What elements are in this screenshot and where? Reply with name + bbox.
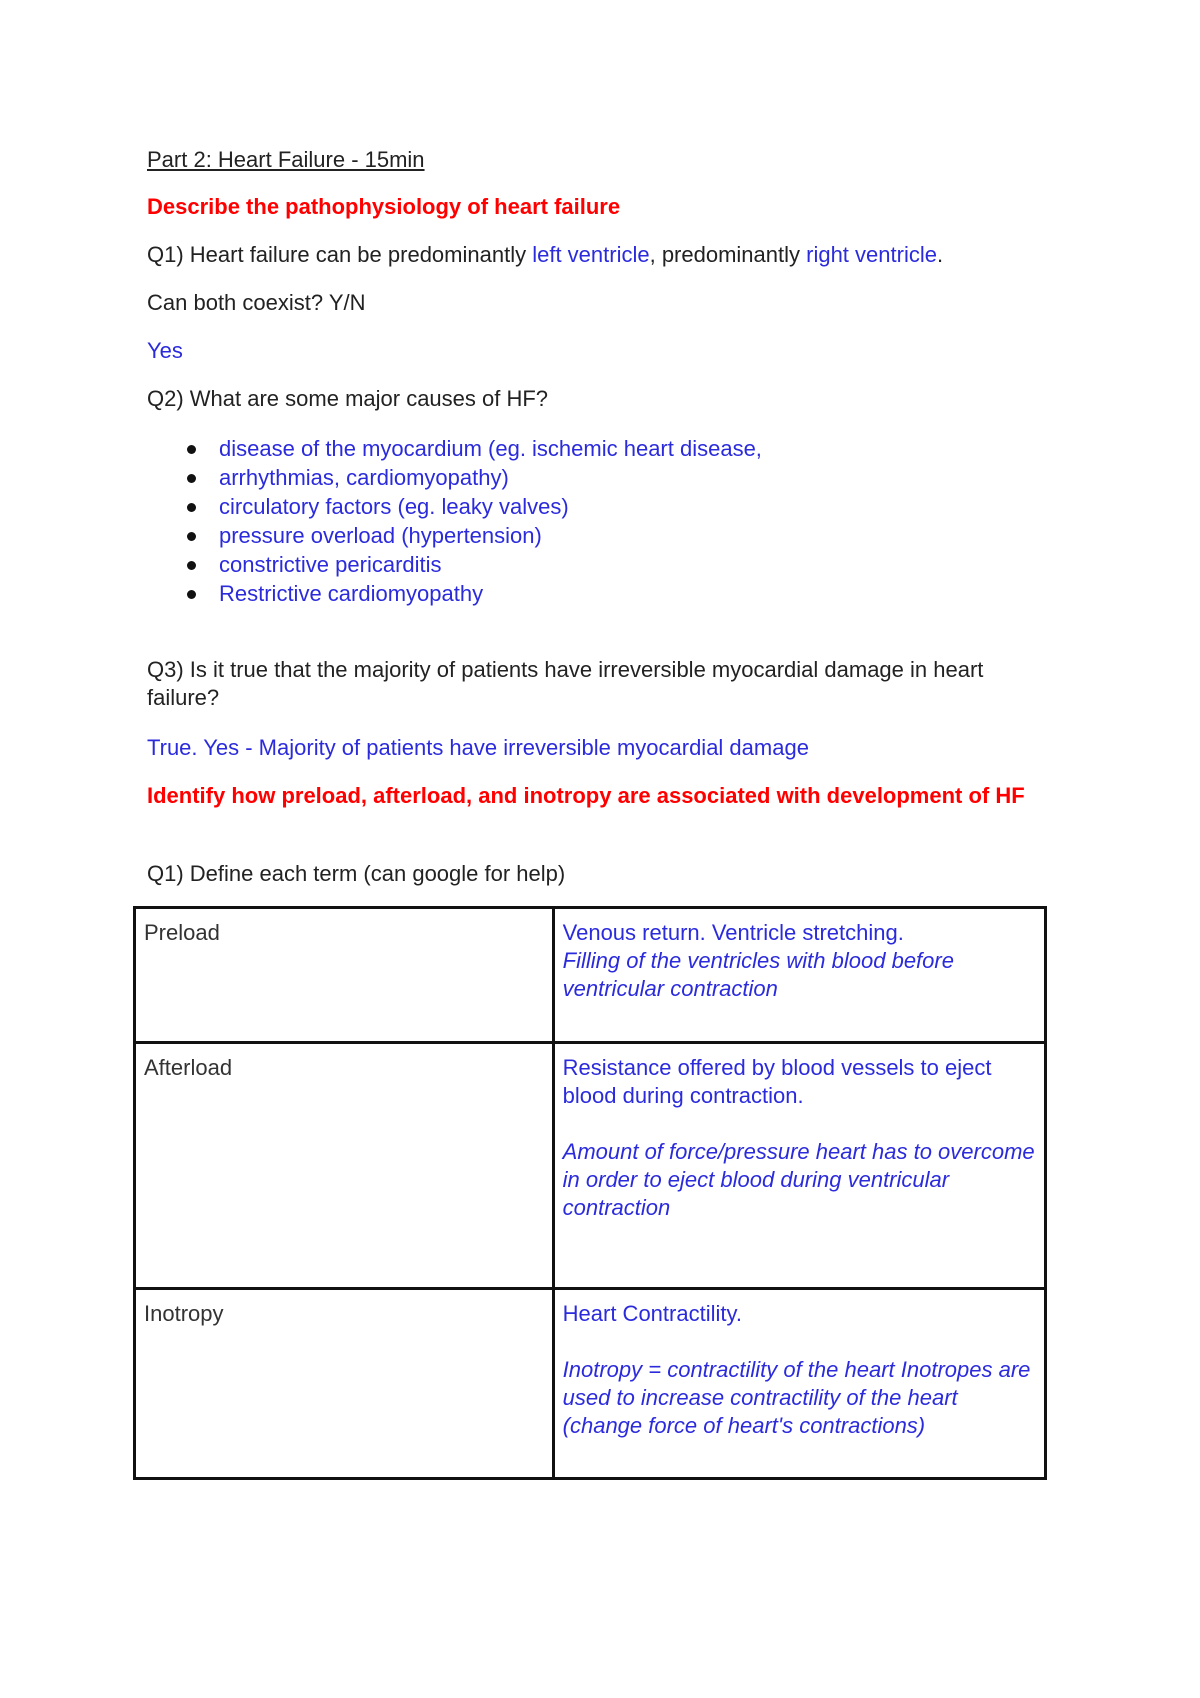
answer-q1: Yes	[147, 338, 183, 363]
bullet-icon	[187, 590, 196, 599]
question-define-terms: Q1) Define each term (can google for help)	[147, 861, 566, 886]
term-cell: Inotropy	[135, 1289, 554, 1479]
list-item: constrictive pericarditis	[147, 550, 762, 579]
bullet-icon	[187, 474, 196, 483]
q1-middle: , predominantly	[649, 242, 807, 267]
table-row	[135, 908, 1046, 1043]
answer-q3: True. Yes - Majority of patients have irreversible myocardial damage	[147, 735, 809, 760]
question-q2: Q2) What are some major causes of HF?	[147, 386, 549, 411]
bullet-icon	[187, 445, 196, 454]
question-q1	[147, 241, 943, 269]
causes-list	[147, 434, 762, 608]
list-item: Restrictive cardiomyopathy	[147, 579, 762, 608]
bullet-icon	[187, 503, 196, 512]
table-row	[135, 1043, 1046, 1289]
definition-cell: Venous return. Ventricle stretching. Filling of the ventricles with blood before ventricular contraction	[553, 908, 1045, 1043]
part-title: Part 2: Heart Failure - 15min	[147, 147, 425, 172]
bullet-icon	[187, 561, 196, 570]
table-row	[135, 1289, 1046, 1479]
list-item: pressure overload (hypertension)	[147, 521, 762, 550]
list-item: circulatory factors (eg. leaky valves)	[147, 492, 762, 521]
list-item: disease of the myocardium (eg. ischemic heart disease,	[147, 434, 762, 463]
q1-left-ventricle: left ventricle	[532, 242, 650, 267]
definition-cell: Heart Contractility. Inotropy = contractility of the heart Inotropes are used to increase contractility of the heart (change force of heart's contractions)	[553, 1289, 1045, 1479]
terms-table	[133, 906, 1047, 1480]
q1-prefix: Q1) Heart failure can be predominantly	[147, 242, 533, 267]
section-heading-pathophysiology: Describe the pathophysiology of heart failure	[147, 194, 621, 219]
definition-cell: Resistance offered by blood vessels to eject blood during contraction. Amount of force/pressure heart has to overcome in order to eject blood during ventricular contraction	[553, 1043, 1045, 1289]
question-q1-followup: Can both coexist? Y/N	[147, 290, 366, 315]
bullet-icon	[187, 532, 196, 541]
section-heading-preload-afterload: Identify how preload, afterload, and inotropy are associated with development of HF	[147, 783, 1025, 808]
q1-suffix: .	[936, 242, 944, 267]
list-item: arrhythmias, cardiomyopathy)	[147, 463, 762, 492]
term-cell: Afterload	[135, 1043, 554, 1289]
q1-right-ventricle: right ventricle	[806, 242, 937, 267]
question-q3: Q3) Is it true that the majority of patients have irreversible myocardial damage in heart failure?	[147, 657, 984, 710]
term-cell: Preload	[135, 908, 554, 1043]
